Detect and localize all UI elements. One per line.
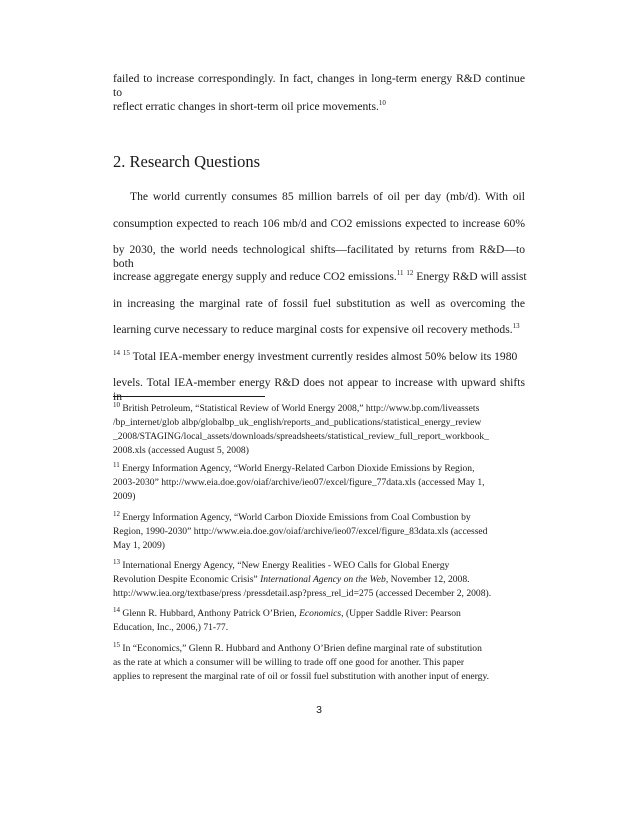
footnote-line: applies to represent the marginal rate of oil or fossil fuel substitution with another input of energy. xyxy=(113,671,490,682)
footnote-12 xyxy=(113,511,525,553)
body-text: levels. Total IEA-member energy R&D does not appear to increase with upward shifts in xyxy=(113,376,525,403)
footnote-line xyxy=(113,642,525,656)
footnote-ref[interactable]: 15 xyxy=(122,349,130,358)
body-text-line xyxy=(130,190,525,204)
body-text: consumption expected to reach 106 mb/d and CO2 emissions expected to increase 60% xyxy=(113,217,525,230)
section-heading: 2. Research Questions xyxy=(113,152,261,171)
body-text-line xyxy=(113,243,525,271)
body-text-line xyxy=(113,350,525,364)
footnote-number: 11 xyxy=(113,460,120,469)
footnote-line xyxy=(113,559,525,573)
footnote-text: , (Upper Saddle River: Pearson xyxy=(341,608,461,619)
body-text: Total IEA-member energy investment currently resides almost 50% below its 1980 xyxy=(129,350,518,363)
body-text-line xyxy=(113,72,525,100)
body-text: by 2030, the world needs technological shifts—facilitated by returns from R&D—to both xyxy=(113,243,525,270)
footnote-line: Education, Inc., 2006,) 71-77. xyxy=(113,622,229,633)
body-text-line xyxy=(113,270,525,284)
body-text: failed to increase correspondingly. In fact, changes in long-term energy R&D continue to xyxy=(113,72,525,99)
footnote-line xyxy=(113,573,525,587)
footnote-line: as the rate at which a consumer will be willing to trade off one good for another. This paper xyxy=(113,657,465,668)
footnote-ref[interactable]: 10 xyxy=(378,99,386,108)
footnote-ref[interactable]: 14 xyxy=(113,349,120,358)
footnote-14 xyxy=(113,607,525,635)
footnote-line xyxy=(113,511,525,525)
footnote-line xyxy=(113,607,525,621)
body-text-line xyxy=(113,297,525,311)
footnote-line: /bp_internet/glob albp/globalbp_uk_english/reports_and_publications/statistical_energy_review xyxy=(113,417,482,428)
body-text: learning curve necessary to reduce marginal costs for expensive oil recovery methods. xyxy=(113,323,513,336)
body-text-line xyxy=(113,376,525,404)
footnote-italic-title: International Agency on the Web xyxy=(260,574,386,585)
footnote-text: , November 12, 2008. xyxy=(385,574,470,585)
footnote-line: 2003-2030” http://www.eia.doe.gov/oiaf/archive/ieo07/excel/figure_77data.xls (accessed May 1, xyxy=(113,477,485,488)
footnote-number: 14 xyxy=(113,605,120,614)
body-text: increase aggregate energy supply and reduce CO2 emissions. xyxy=(113,270,397,283)
footnote-text: Revolution Despite Economic Crisis” xyxy=(113,574,261,585)
footnote-ref[interactable]: 12 xyxy=(406,269,414,278)
footnote-line: http://www.iea.org/textbase/press /pressdetail.asp?press_rel_id=275 (accessed December 2, 2008). xyxy=(113,588,492,599)
footnote-separator xyxy=(113,396,265,397)
footnote-number: 10 xyxy=(113,400,120,409)
footnote-number: 12 xyxy=(113,509,120,518)
footnote-15 xyxy=(113,642,525,684)
footnote-text: Glenn R. Hubbard, Anthony Patrick O’Brien, xyxy=(120,608,300,619)
footnote-line: Region, 1990-2030” http://www.eia.doe.gov/oiaf/archive/ieo07/excel/figure_83data.xls (accessed xyxy=(113,526,488,537)
footnote-text: Energy Information Agency, “World Carbon Dioxide Emissions from Coal Combustion by xyxy=(120,512,471,523)
footnote-line: _2008/STAGING/local_assets/downloads/spreadsheets/statistical_review_full_report_workbook_ xyxy=(113,431,489,442)
footnote-11 xyxy=(113,462,525,504)
footnote-ref[interactable]: 11 xyxy=(396,269,404,278)
body-text-line xyxy=(113,323,525,337)
body-text: The world currently consumes 85 million barrels of oil per day (mb/d). With oil xyxy=(130,190,525,203)
footnote-10 xyxy=(113,402,525,458)
body-text: in increasing the marginal rate of fossil fuel substitution as well as overcoming the xyxy=(113,297,525,310)
footnote-line: May 1, 2009) xyxy=(113,540,165,551)
page-number: 3 xyxy=(316,704,322,716)
footnote-number: 15 xyxy=(113,640,120,649)
footnote-number: 13 xyxy=(113,557,120,566)
footnote-line xyxy=(113,402,525,416)
footnote-text: British Petroleum, “Statistical Review of World Energy 2008,” http://www.bp.com/liveassets xyxy=(120,403,480,414)
footnote-ref[interactable]: 13 xyxy=(512,322,520,331)
footnote-italic-title: Economics xyxy=(299,608,342,619)
footnote-line: 2008.xls (accessed August 5, 2008) xyxy=(113,445,249,456)
footnote-text: Energy Information Agency, “World Energy-Related Carbon Dioxide Emissions by Region, xyxy=(119,463,475,474)
footnote-13 xyxy=(113,559,525,601)
footnote-line: 2009) xyxy=(113,491,136,502)
footnote-text: In “Economics,” Glenn R. Hubbard and Anthony O’Brien define marginal rate of substitution xyxy=(120,643,482,654)
body-text-line xyxy=(113,100,525,114)
footnote-text: International Energy Agency, “New Energy Realities - WEO Calls for Global Energy xyxy=(120,560,450,571)
body-text: Energy R&D will assist xyxy=(413,270,527,283)
body-text: reflect erratic changes in short-term oil price movements. xyxy=(113,100,379,113)
footnote-line xyxy=(113,462,525,476)
body-text-line xyxy=(113,217,525,231)
